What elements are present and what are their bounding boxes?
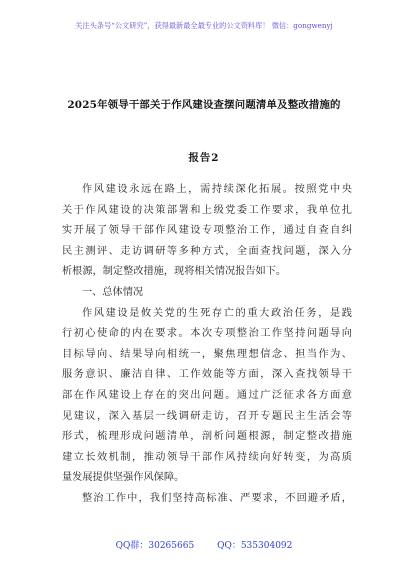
- qq-group-text: QQ群：30265665: [115, 541, 195, 551]
- paragraph-line: 整治工作中，我们坚持高标准、严要求，不回避矛盾，: [82, 492, 352, 504]
- paragraph-line: 服务意识、廉洁自律、工作效能等方面，深入查找领导干: [62, 369, 352, 381]
- paragraph-line: 行初心使命的内在要求。本次专项整治工作坚持问题导向: [62, 328, 352, 340]
- paragraph-line: 部在作风建设上存在的突出问题。通过广泛征求各方面意: [62, 389, 352, 401]
- paragraph-line: 作风建设是攸关党的生死存亡的重大政治任务，是践: [82, 307, 352, 319]
- qq-contact-text: QQ：535304092: [217, 541, 293, 551]
- footer-contact: [0, 538, 408, 551]
- paragraph-line: 民主测评、走访调研等多种方式，全面查找问题，深入分: [62, 245, 352, 257]
- paragraph-line: 量发展提供坚强作风保障。: [62, 472, 185, 484]
- document-subtitle: 报告2: [188, 152, 220, 164]
- paragraph-line: 作风建设永远在路上，需持续深化拓展。按照党中央: [82, 184, 352, 195]
- paragraph-line: 关于作风建设的决策部署和上级党委工作要求，我单位扎: [62, 204, 352, 216]
- section-heading: 一、总体情况: [82, 286, 144, 298]
- document-body: [62, 180, 352, 510]
- paragraph-line: 见建议，深入基层一线调研走访，召开专题民主生活会等: [62, 410, 352, 422]
- paragraph-line: 析根源，制定整改措施，现将相关情况报告如下。: [62, 266, 287, 278]
- paragraph-line: 建立长效机制，推动领导干部作风持续向好转变，为高质: [62, 451, 352, 463]
- paragraph-line: 目标导向、结果导向相统一，聚焦理想信念、担当作为、: [62, 348, 352, 360]
- paragraph-line: 形式，梳理形成问题清单，剖析问题根源，制定整改措施: [62, 431, 352, 443]
- header-banner: 关注头条号“公文研究”，获得最新最全最专业的公文资料库！ 微信：gongwenyj: [75, 21, 333, 30]
- document-title: 2025年领导干部关于作风建设查摆问题清单及整改措施的: [67, 99, 341, 111]
- paragraph-line: 实开展了领导干部作风建设专项整治工作，通过自查自纠: [62, 225, 352, 237]
